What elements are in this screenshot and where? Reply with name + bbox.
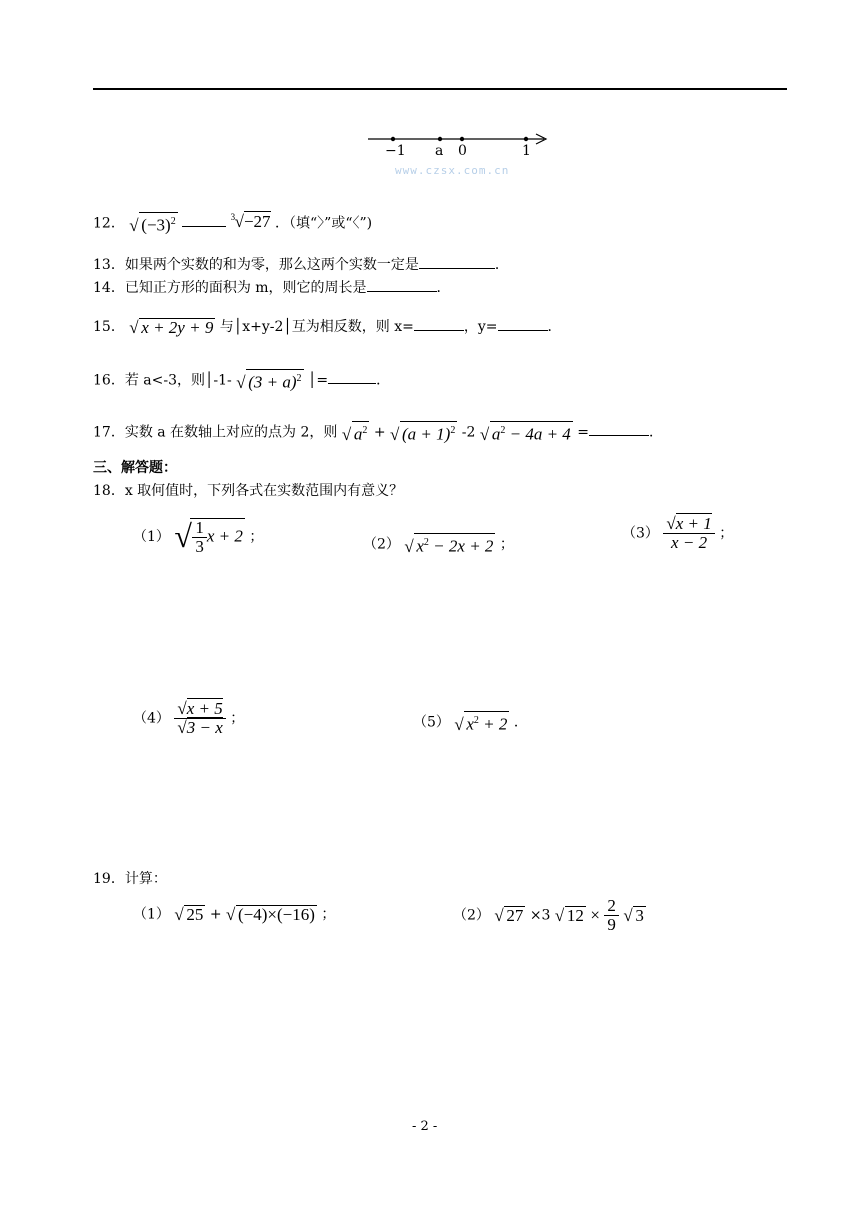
question-12: 12． √ $(-3)^2$ 3 √−27 ．（填“〉”或“〈”): [93, 212, 373, 235]
cube-root: 3 √−27: [230, 212, 271, 232]
q18-part-1: （1） √ $\frac{1}{3}$ x + 2 ；: [133, 518, 264, 556]
sqrt-quadratic: √ $a^2 - 4a + 4$: [480, 421, 573, 444]
sqrt-a2: √ $a^2$: [342, 421, 370, 444]
answer-blank[interactable]: [328, 369, 376, 384]
header-rule: [93, 88, 787, 90]
q18-part-5: （5） √ $x^2 + 2$ ．: [413, 711, 528, 734]
section-title: 三、解答题：: [93, 460, 177, 476]
question-19-title: 19．计算：: [93, 871, 167, 887]
question-15: 15． √ x + 2y + 9 与│x+y-2│互为相反数，则 x= ，y= ．: [93, 317, 562, 337]
sqrt-expression: √ $(3 + a)^2$: [236, 369, 303, 392]
x-blank[interactable]: [414, 316, 464, 331]
q18-part-3: （3） $\frac{√x + 1}{x - 2}$ ；: [622, 514, 734, 552]
y-blank[interactable]: [498, 316, 548, 331]
label-a: a: [435, 143, 444, 159]
question-14: 14．已知正方形的面积为 m，则它的周长是 ．: [93, 277, 451, 297]
question-18-title: 18．x 取何值时，下列各式在实数范围内有意义？: [93, 483, 404, 499]
point-a: [438, 137, 442, 141]
answer-blank[interactable]: [589, 421, 649, 436]
answer-blank[interactable]: [367, 277, 437, 292]
sqrt-expression: √ $(-3)^2$: [129, 212, 177, 235]
point-neg-one: [391, 137, 395, 141]
question-13: 13．如果两个实数的和为零，那么这两个实数一定是 ．: [93, 254, 509, 274]
q18-part-4: （4） $\frac{√x + 5}{√3 - x}$ ；: [133, 699, 245, 737]
page-number: - 2 -: [412, 1119, 438, 1134]
point-one: [524, 137, 528, 141]
sqrt-a-plus-1: √ $(a + 1)^2$: [390, 421, 457, 444]
question-16: 16．若 a<-3，则│-1- √ $(3 + a)^2$ │= ．: [93, 369, 390, 392]
watermark: www.czsx.com.cn: [395, 164, 510, 177]
label-zero: 0: [458, 143, 467, 159]
answer-blank[interactable]: [419, 254, 495, 269]
point-zero: [460, 137, 464, 141]
label-one: 1: [522, 143, 531, 159]
sqrt-expression: √ x + 2y + 9: [129, 317, 214, 337]
q19-part-1: （1） √ 25 + √ (−4)×(−16) ；: [133, 905, 336, 924]
label-neg-one: −1: [385, 143, 406, 159]
answer-blank[interactable]: [182, 212, 226, 227]
question-17: 17．实数 a 在数轴上对应的点为 2，则 √ $a^2$ + √ $(a + 1)^2$ -2 √ $a^2 - 4a + 4$ = ．: [93, 421, 663, 444]
q19-part-2: （2） √ 27 ×3 √ 12 × $\frac{2}{9}$ √ 3: [453, 896, 644, 934]
q18-part-2: （2） √ $x^2 - 2x + 2$ ；: [363, 533, 514, 556]
